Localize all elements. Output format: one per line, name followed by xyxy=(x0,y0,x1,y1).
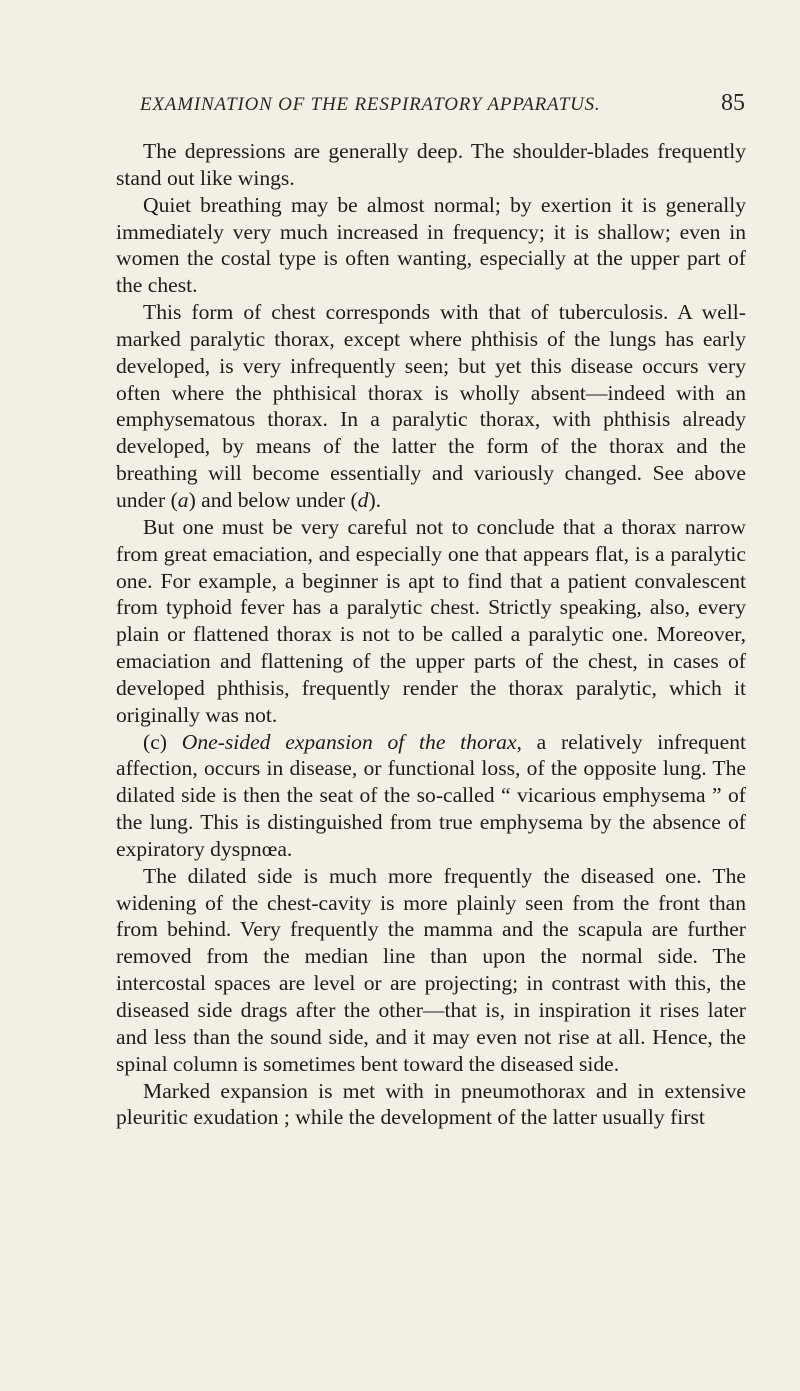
section-title: One-sided expansion of the thorax, xyxy=(181,729,522,754)
paragraph-5-text: a relatively infrequent affection, occurs in disease, or functional loss, of the opposite lung. The dilated side is then the seat of the so-called “ vicarious emphysema ” of the lung. This is distinguished from true emphysema by the absence of expiratory dyspnœa. xyxy=(116,729,746,861)
paragraph-1: The depressions are generally deep. The shoulder-blades frequently stand out like wings. xyxy=(116,139,746,190)
paragraph-2: Quiet breathing may be almost normal; by exertion it is generally immediately very much increased in frequency; it is shallow; even in women the costal type is often wanting, especially at the upper part of the chest. xyxy=(116,192,746,298)
paragraph-3-mid: ) and below under ( xyxy=(188,487,358,512)
paragraph-4: But one must be very careful not to conclude that a thorax narrow from great emaciation, and especially one that appears flat, is a paralytic one. For example, a beginner is apt to find that a patient convalescent from typhoid fever has a paralytic chest. Strictly speaking, also, every plain or flattened thorax is not to be called a paralytic one. Moreover, emaciation and flattening of the upper parts of the chest, in cases of developed phthisis, frequently render the thorax paralytic, which it originally was not. xyxy=(116,514,746,727)
paragraph-5 xyxy=(116,729,746,863)
running-head xyxy=(90,88,745,120)
paragraph-3-text: This form of chest corresponds with that of tuberculosis. A well-marked paralytic thorax, except where phthisis of the lungs has early developed, is very infrequently seen; but yet this disease occurs very often where the phthisical thorax is wholly absent—indeed with an emphysematous thorax. In a paralytic thorax, with phthisis already developed, by means of the latter the form of the thorax and the breathing will become essentially and variously changed. See above under ( xyxy=(116,300,746,512)
paragraph-6: The dilated side is much more frequently the diseased one. The widening of the chest-cavity is more plainly seen from the front than from behind. Very frequently the mamma and the scapula are further removed from the median line than upon the normal side. The intercostal spaces are level or are projecting; in contrast with this, the diseased side drags after the other—that is, in inspiration it rises later and less than the sound side, and it may even not rise at all. Hence, the spinal column is sometimes bent toward the diseased side. xyxy=(116,863,746,1076)
page-number: 85 xyxy=(721,90,745,116)
body-text xyxy=(116,138,746,1131)
running-title: EXAMINATION OF THE RESPIRATORY APPARATUS. xyxy=(140,94,601,115)
paragraph-7: Marked expansion is met with in pneumothorax and in extensive pleuritic exudation ; while the development of the latter usually first xyxy=(116,1078,746,1130)
section-label: (c) xyxy=(143,729,167,754)
paragraph-3 xyxy=(116,299,746,514)
reference-a: a xyxy=(177,487,189,512)
paragraph-3-end: ). xyxy=(368,487,382,512)
reference-d: d xyxy=(357,487,369,512)
